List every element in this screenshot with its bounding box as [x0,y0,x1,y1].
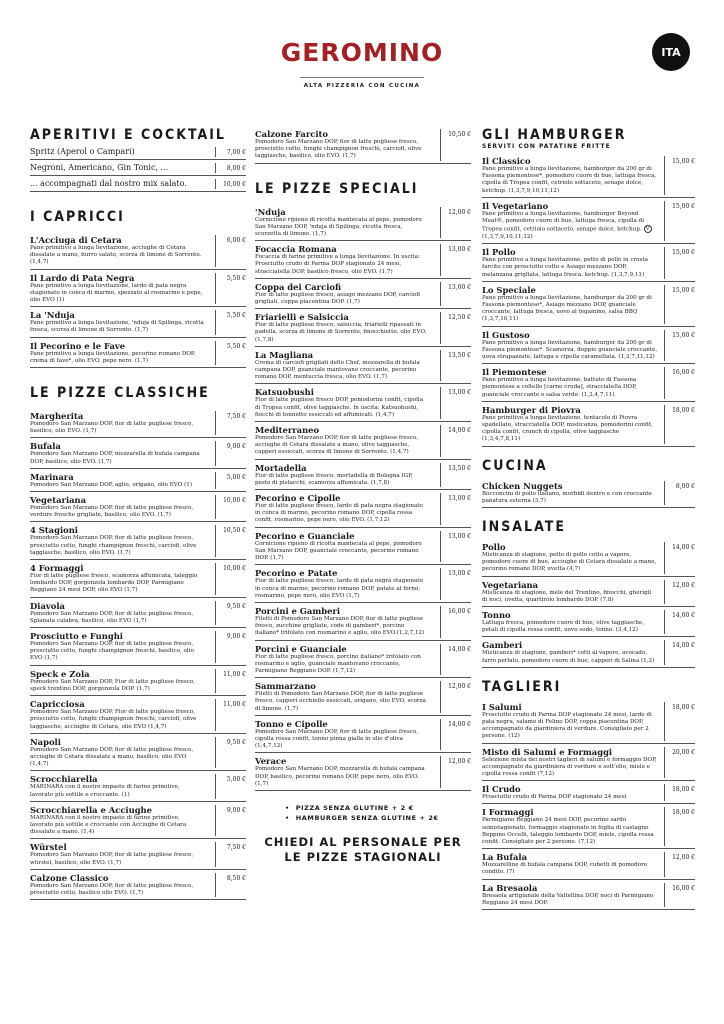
menu-item [482,153,695,198]
menu-item [30,438,246,468]
item-price: 8,00 € [664,481,695,505]
restaurant-logo: GEROMINO [280,38,444,67]
item-description: Pane primitivo a lunga lievitazione, 'nduja di Spilinga, ricotta fresca, scorza di limone di Sorrento. (1,7) [30,320,204,334]
section-title-hamburger: GLI HAMBURGER [482,127,627,143]
menu-item [30,408,246,438]
item-name: La Bresaola [482,882,538,893]
item-description: Mozzarelline di bufala campana DOP, cubetti di pomodoro condito. (7) [482,862,648,876]
item-name: Vegetariana [30,495,87,506]
item-name: Focaccia Romana [255,244,337,255]
item-price: 15,00 € [664,201,695,241]
item-name: 4 Stagioni [30,525,78,536]
menu-item [482,849,695,879]
menu-item [482,364,695,402]
item-name: La 'Nduja [30,310,75,321]
item-name: Negroni, Americano, Gin Tonic, ... [30,163,169,172]
item-name: Hamburger di Piovra [482,404,581,415]
item-description: Pane primitivo a lunga lievitazione, hamburger Beyond Meat®, pomodoro cuore di bue, lattuga fresca, cipolla di Tropea confit, cetriolo sottaceto, senape dolce, ketchup. V (1,3,7,9,10,11,12) [482,211,658,241]
item-description: Pomodoro San Marzano DOP, fior di latte pugliese fresco, cipolla rossa confit, tonno pinna gialla in olio d'oliva (1,4,7,12) [255,728,419,750]
item-description: Cornicione ripieno di ricotta mantecata al pepe, pomodoro San Marzano DOP, guanciale croccante, pecorino romano DOP. (1,7) [255,540,422,562]
item-name: Pecorino e Cipolle [255,493,341,504]
item-description: Pane primitivo a lunga lievitazione, hamburger da 200 gr di Fassona piemontese*. Scamorza, doppio guanciale croccante, uova strapazzate, lattuga e cipolla caramellata. (1,3,7,11,12) [482,339,658,360]
item-description: Pomodoro San Marzano DOP, fior di latte pugliese fresco, acciughe di Cetara dissalate a mano, olive taggiasche, capperi essiccati, scorza di limone di Sorrento. (1,4,7) [255,435,419,456]
item-price: 10,50 € [215,525,246,557]
item-price: 14,00 € [664,610,695,634]
item-price: 14,00 € [440,644,471,676]
item-price: 18,00 € [664,405,695,444]
menu-item [255,603,471,641]
item-name: La Magliana [255,349,314,360]
item-name: Porcini e Guanciale [255,643,347,654]
column-middle [255,126,471,865]
item-name: Prosciutto e Funghi [30,631,123,642]
item-name: Mediterraneo [255,425,320,436]
item-price: 12,00 € [664,580,695,604]
item-name: Il Pecorino e le Fave [30,340,126,351]
menu-item [482,327,695,365]
menu-item [30,270,246,308]
menu-item [255,678,471,716]
item-description: Fior di latte pugliese fresco DOP, pomodorini confit, cipolla di Tropea confit, olive taggiasche. In uscita: Katsuobushi, fiocchi di tonnetto essiccati ed affumicati. (1,4,7) [255,397,424,418]
item-description: Filetti di Pomodoro San Marzano DOP, fior di latte pugliese fresco, capperi occhiello essiccati, origano, olio EVO, scorza di limone. (1,7) [255,691,426,712]
item-price: 13,00 € [440,244,471,276]
item-description: Pomodoro San Marzano DOP, fior di latte pugliese fresco, Spianata calabra, basilico, olio EVO (1,7) [30,610,194,624]
extras-list [285,803,471,823]
item-price: 13,50 € [440,350,471,382]
item-name: Diavola [30,600,65,611]
item-name: Mortadella [255,462,307,473]
item-description: Bocconcini di pollo italiano, morbidi dentro e con croccante panatura esterna (3,7) [482,490,652,504]
item-name: Pecorino e Patate [255,568,338,579]
item-description: Pane primitivo a lunga lievitazione, petto di pollo in crosta farcito con prosciutto cotto e Asiago mezzano DOP, melanzana grigliata, lattuga fresca, ketchup. (1,3,7,9,11) [482,257,648,278]
item-price: 8,50 € [215,873,246,897]
item-description: Pane primitivo a lunga lievitazione, pecorino romano DOP, crema di fave*, olio EVO, pepe nero. (1,7) [30,350,196,364]
item-name: I Salumi [482,701,522,712]
item-price: 12,00 € [440,681,471,713]
item-name: ... accompagnati dal nostro mix salato. [30,179,187,188]
menu-item [482,744,695,782]
menu-item [255,204,471,242]
item-price: 15,00 € [664,247,695,279]
menu-item [30,870,246,900]
hamburger-list [482,153,695,447]
item-name: Gamberi [482,640,523,651]
item-name: Bufala [30,441,61,452]
section-title-capricci: I CAPRICCI [30,209,125,225]
item-description: Pomodoro San Marzano DOP, fior di latte pugliese fresco, verdure fresche grigliate, basilico, olio EVO. (1,7) [30,505,194,519]
item-description: Pomodoro San Marzano DOP, aglio, origano, olio EVO (1) [30,481,193,488]
item-price: 20,00 € [664,747,695,779]
item-description: Prosciutto crudo di Parma DOP stagionato 24 mesi [482,794,627,801]
item-description: Pane primitivo a lunga lievitazione, battuto di Fassona piemontese a coltello [carne cruda], stracciatella DOP, guanciale croccante e salsa verde. (1,3,4,7,11) [482,377,637,398]
item-name: Calzone Farcito [255,129,329,139]
item-description: Pomodoro San Marzano DOP, mozzarella di bufala campana DOP, basilico, olio EVO. (1,7) [30,451,200,465]
section-subtitle-hamburger: SERVITI CON PATATINE FRITTE [482,143,611,150]
item-price: 13,00 € [440,531,471,563]
item-price: 14,00 € [664,640,695,664]
item-price: 11,00 € [215,669,246,693]
item-description: Pane primitivo a lunga lievitazione, acciughe di Cetara dissalate a mano, burro salato, scorza di limone di Sorrento. (1,4,7) [30,245,202,266]
item-description: Fior di latte pugliese fresco, lardo di pata negra stagionato in conca di marmo, pecorino romano DOP, cipolla rossa confit, rosmarino, pepe nero, olio EVO. (1,7,12) [255,503,423,524]
menu-item [482,577,695,607]
item-price: 13,00 € [440,282,471,306]
item-name: Calzone Classico [30,872,109,883]
menu-item [255,126,471,164]
item-price: 7,00 € [215,147,246,157]
section-title-classiche: LE PIZZE CLASSICHE [30,385,210,402]
menu-item [482,282,695,327]
item-name: Scrocchiarella [30,774,98,785]
item-price: 5,50 € [215,341,246,365]
item-name: Il Pollo [482,247,516,258]
item-description: Pane primitivo a lunga lievitazione, tentacolo di Piovra spadellato, stracciatella DOP, misticanza, pomodorini confit, cipolla confit, crunch di cipolla, olive taggiasche (1,3,4,7,8,11) [482,414,653,443]
menu-item [482,880,695,910]
menu-item [30,338,246,368]
item-description: Fior di latte pugliese fresco, scamorza affumicata, taleggio lombardo DOP, gorgonzola lombardo DOP, Parmigiano Reggiano 24 mesi DOP, olio EVO (1,7) [30,573,198,594]
item-price: 12,50 € [440,312,471,344]
item-description: Pane primitivo a lunga lievitazione, hamburger da 200 gr di Fassona piemontese*, pomodoro cuore di bue, lattuga fresca, cipolla di Tropea confit, cetriolo sottaceto, senape dolce, ketchup. (1,3,7,9,10,11,12) [482,166,657,194]
item-price: 13,00 € [440,387,471,419]
item-price: 10,50 € [440,129,471,161]
menu-item [30,160,246,176]
speciali-list [255,204,471,791]
item-price: 12,00 € [440,756,471,788]
extra-gluten-free-burger: • HAMBURGER SENZA GLUTINE + 2€ [285,813,471,823]
menu-item [255,422,471,460]
item-name: Misto di Salumi e Formaggi [482,746,613,757]
menu-item [255,716,471,754]
item-price: 8,00 € [215,163,246,173]
item-description: Selezione mista dei nostri taglieri di salumi e formaggio DOP, accompagnato da giardiniera di verdure e sott'olio, miele e cipolla rossa confit (7,12) [482,756,657,778]
section-title-speciali: LE PIZZE SPECIALI [255,180,419,197]
item-price: 14,00 € [440,719,471,751]
menu-item [30,176,246,192]
item-price: 9,50 € [215,601,246,625]
item-name: Margherita [30,411,84,422]
menu-item [30,560,246,598]
item-name: 4 Formaggi [30,563,84,574]
menu-header [0,0,724,110]
seasonal-pizza-note: CHIEDI AL PERSONALE PER LE PIZZE STAGIONALI [264,834,462,864]
menu-item [30,469,246,492]
item-name: I Formaggi [482,807,534,818]
item-description: Misticanza di stagione, petto di pollo cotto a vapore, pomodoro cuore di bue, acciughe di Cetara dissalate a mano, pecorino romano DOP, uvetta (4,7) [482,551,657,573]
restaurant-tagline: ALTA PIZZERIA CON CUCINA [303,83,421,89]
item-description: Cornicione ripieno di ricotta mantecata al pepe, pomodoro San Marzano DOP, 'nduja di Spilinga, ricotta fresca, scorzetta di limone. (1,7) [255,216,422,238]
menu-item [255,641,471,679]
item-price: 15,00 € [664,156,695,195]
item-price: 16,00 € [440,606,471,638]
insalate-list [482,539,695,668]
menu-item [255,347,471,385]
section-title-aperitivi: APERITIVI E COCKTAIL [30,127,226,143]
item-name: Sammarzano [255,681,316,692]
menu-item [482,478,695,508]
item-name: Chicken Nuggets [482,480,563,491]
item-price: 9,00 € [215,441,246,465]
menu-item [482,244,695,282]
cucina-list [482,478,695,508]
logo-divider [300,77,424,78]
menu-item [30,628,246,666]
item-price: 5,00 € [215,774,246,798]
item-description: Pomodoro San Marzano DOP, fior di latte pugliese fresco, prosciutto cotto, funghi champignon freschi, carciofi, olive taggiasche, basilico, olio EVO. (1,7) [255,139,422,160]
item-price: 15,00 € [664,330,695,362]
item-price: 10,00 € [215,495,246,519]
item-name: Il Piemontese [482,367,547,378]
item-name: Scrocchiarella e Acciughe [30,804,152,815]
item-price: 7,50 € [215,411,246,435]
item-name: Lo Speciale [482,284,536,295]
item-price: 14,00 € [440,425,471,457]
classiche-list [30,408,246,900]
menu-item [30,666,246,696]
item-price: 16,00 € [664,883,695,907]
item-name: Coppa dei Carciofi [255,281,342,292]
menu-item [30,734,246,772]
item-description: Pomodoro San Marzano DOP, fior di latte pugliese fresco, acciughe di Cetara dissalate a mano, basilico, olio EVO (1,4,7) [30,746,194,768]
item-name: Porcini e Gamberi [255,605,341,616]
menu-item [482,804,695,849]
item-description: MARINARA con il nostro impasto di farine primitive, lavorato più sottile e croccante con Acciughe di Cetara dissalate a mano. (1,4) [30,814,187,836]
item-name: Marinara [30,471,74,482]
item-description: Lattuga fresca, pomodoro cuore di bue, olive taggiasche, petali di cipolla rossa confit, uovo sodo, tonno. (3,4,12) [482,620,645,634]
item-name: Vegetariana [482,579,539,590]
item-name: Pecorino e Guanciale [255,530,355,541]
item-price: 5,50 € [215,273,246,305]
item-name: Verace [255,756,287,767]
item-price: 10,00 € [215,563,246,595]
item-description: Parmigiano Reggiano 24 mesi DOP, pecorino sardo semistagionato, formaggio stagionato in foglia di castagno Beppino Occelli, taleggio lombardo DOP, miele, cipolla rossa confit. Consigliato per 2 persone. (7,12) [482,817,654,846]
item-price: 6,00 € [215,235,246,267]
item-name: Napoli [30,736,61,747]
menu-item [30,307,246,337]
language-toggle-button[interactable]: ITA [652,33,690,71]
item-name: Capricciosa [30,699,85,710]
item-description: Fior di latte pugliese fresco, salsiccia, friarielli ripassati in padella, scorza di limone di Sorrento, finocchietto, olio EVO. (1,7,8) [255,322,427,343]
menu-item [255,309,471,347]
item-name: Würstel [30,842,67,853]
item-description: Pane primitivo a lunga lievitazione, lardo di pata negra stagionato in conca di marmo, spezzato al rosmarino e pepe, olio EVO (1) [30,282,203,304]
item-name: Il Vegetariano [482,200,549,211]
menu-item [255,753,471,791]
item-name: Friarielli e Salsiccia [255,312,349,323]
item-price: 13,00 € [440,568,471,600]
menu-item [482,699,695,744]
item-name: Speck e Zola [30,668,90,679]
item-name: Pollo [482,541,506,552]
item-name: La Bufala [482,852,528,863]
item-name: L'Acciuga di Cetara [30,235,122,245]
menu-item [482,539,695,577]
item-price: 18,00 € [664,784,695,801]
menu-item [30,598,246,628]
item-price: 15,00 € [664,285,695,324]
item-description: Pomodoro San Marzano DOP, fior di latte pugliese fresco, prosciutto cotto, basilico olio EVO. (1,7) [30,882,194,896]
item-description: Bresaola artigianale della Valtellina DOP, noci di Parmigiano Reggiano 24 mesi DOP. [482,892,654,906]
menu-item [255,460,471,490]
vegan-icon: V [644,225,652,233]
item-description: Misticanza di stagione, mele del Trentino, finocchi, gherigli di noci, uvetta, quartirolo lombardo DOP. (7,8) [482,589,652,603]
item-price: 5,00 € [215,472,246,489]
column-right [482,126,695,910]
item-name: 'Nduja [255,206,286,217]
section-title-taglieri: TAGLIERI [482,678,562,695]
aperitivi-list [30,144,246,192]
menu-item [255,241,471,279]
item-description: Prosciutto crudo di Parma DOP stagionato 24 mesi, lardo di pata negra, salame di Felino DOP, coppa piacentina DOP, accompagnato da giardiniera di verdure. Consigliato per 2 persone. (12) [482,711,652,740]
menu-item [30,696,246,734]
menu-item [30,144,246,160]
menu-item [482,402,695,447]
menu-item [482,607,695,637]
item-price: 12,00 € [664,852,695,876]
menu-item [255,384,471,422]
item-description: Misticanza di stagione, gamberi* cotti al vapore, avocado, farro perlato, pomodoro cuore di bue, capperi di Salina (1,2) [482,650,655,664]
menu-item [255,279,471,309]
item-price: 10,00 € [215,179,246,189]
menu-item [30,839,246,869]
menu-item [30,522,246,560]
item-name: Spritz (Aperol o Campari) [30,147,135,156]
menu-item [30,771,246,801]
item-name: Il Gustoso [482,329,530,340]
column-left [30,126,246,900]
item-description: Filetti di Pomodoro San Marzano DOP, fior di latte pugliese fresco, zucchine grigliate, code di gamberi*, porcino italiano* trifolato con rosmarino e aglio, olio EVO.(1,2,7,12) [255,615,425,637]
item-description: Fior di latte pugliese fresco, asiago mezzano DOP, carciofi grigliati, coppa piacentina DOP. (1,7) [255,291,421,306]
item-price: 18,00 € [664,702,695,741]
menu-item [482,198,695,244]
item-description: Pomodoro San Marzano DOP, Fior di latte pugliese fresco, prosciutto cotto, funghi champignon freschi, carciofi, olive taggiasche, acciughe di Cetara, olio EVO (1,4,7) [30,709,197,730]
item-description: Pomodoro San Marzano DOP, fior di latte pugliese fresco, prosciutto cotto, funghi champignon freschi, carciofi, olive taggiasche, basilico, olio EVO. (1,7) [30,535,197,556]
item-description: Pomodoro San Marzano DOP, fior di latte pugliese fresco, basilico, olio EVO. (1,7) [30,421,194,435]
menu-item [482,637,695,667]
item-name: Il Lardo di Pata Negra [30,272,135,283]
item-price: 16,00 € [664,367,695,399]
item-name: Katsuobushi [255,387,314,398]
item-price: 9,50 € [215,737,246,769]
item-description: Fior di latte pugliese fresco, porcino italiano* trifolato con rosmarino e aglio, guanciale mantovano croccante, Parmigiano Reggiano DOP. (1,7,12) [255,653,421,674]
item-name: Il Crudo [482,784,521,795]
item-description: Pomodoro San Marzano DOP, Fior di latte pugliese fresco, speck trentino DOP, gorgonzola DOP. (1,7) [30,678,196,692]
item-description: MARINARA con il nostro impasto di farine primitive, lavorato più sottile e croccante. (1) [30,784,180,798]
item-name: Tonno e Cipolle [255,718,328,729]
extra-gluten-free-pizza: • PIZZA SENZA GLUTINE + 2 € [285,803,471,813]
item-price: 9,00 € [215,805,246,837]
item-name: Il Classico [482,156,531,166]
menu-item [482,781,695,804]
item-price: 18,00 € [664,807,695,846]
item-description: Crema di carciofi grigliati dello Chef, mozzarella di bufala campana DOP, guanciale mantovano croccante, pecorino romano DOP, mentuccia fresca, olio EVO. (1,7) [255,359,420,381]
item-price: 13,00 € [440,493,471,525]
item-price: 9,00 € [215,631,246,663]
menu-item [30,492,246,522]
item-price: 11,00 € [215,699,246,731]
item-price: 12,00 € [440,207,471,239]
item-description: Pane primitivo a lunga lievitazione, hamburger da 200 gr di Fassona piemontese*, Asiago mezzano DOP, guanciale croccante, lattuga fresca, uovo al tegamino, salsa BBQ (1,3,7,10,11) [482,294,652,323]
item-name: Tonno [482,610,511,620]
item-description: Fior di latte pugliese fresco, mortadella di Bologna IGP, pesto di pistacchi, scamorza affumicata. (1,7,8) [255,472,413,486]
menu-item [255,565,471,603]
section-title-cucina: CUCINA [482,457,548,474]
section-title-insalate: INSALATE [482,518,566,535]
menu-item [255,528,471,566]
menu-item [255,490,471,528]
item-description: Pomodoro San Marzano DOP, fior di latte pugliese fresco, würstel, basilico, olio EVO. (1,7) [30,852,194,866]
taglieri-list [482,699,695,910]
item-description: Focaccia di farine primitive a lunga lievitazione. In uscita: Prosciutto crudo di Parma DOP stagionato 24 mesi, stracciatella DOP, basilico fresco, olio EVO. (1,7) [255,254,420,275]
item-price: 7,50 € [215,842,246,866]
menu-item [30,232,246,270]
capricci-list [30,232,246,368]
menu-item [30,802,246,840]
item-price: 14,00 € [664,542,695,574]
item-description: Pomodoro San Marzano DOP, mozzarella di bufala campana DOP, basilico, pecorino romano DOP, pepe nero, olio EVO. (1,7) [255,766,425,787]
item-price: 13,50 € [440,463,471,487]
item-price: 5,50 € [215,310,246,334]
item-description: Fior di latte pugliese fresco, lardo di pata negra stagionato in conca di marmo, pecorino romano DOP, patate al forno, rosmarino, pepe nero, olio EVO (1,7) [255,578,423,599]
item-description: Pomodoro San Marzano DOP, fior di latte pugliese fresco, prosciutto cotto, funghi champignon freschi, basilico, olio EVO (1,7) [30,641,194,662]
